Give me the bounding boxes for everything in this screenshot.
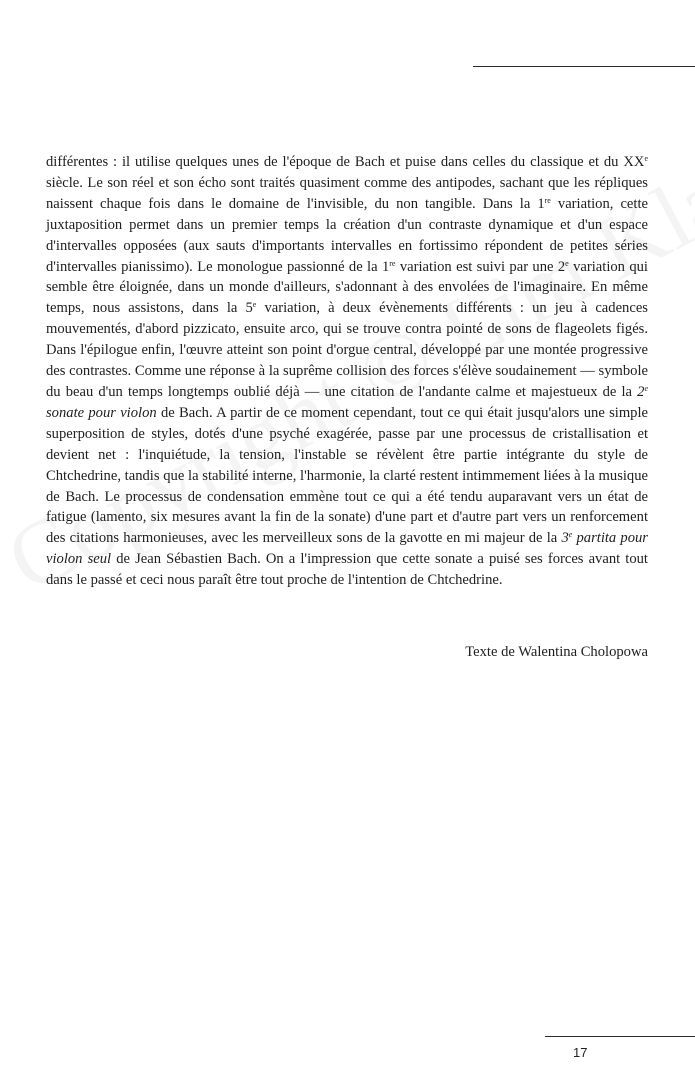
- text-run: de Bach. A partir de ce moment cependant, tout ce qui était jusqu'alors une simple superposition de styles, dotés d'une psyché exagérée, passe par une processus de cristallisation et devient net : l'inquiétude, la tension, l'instable se révèlent être partie intégrante du style de Chtchedrine, tandis que la stabilité interne, l'harmonie, la clarté restent intimmement liées à la musique de Bach. Le processus de condensation emmène tout ce qui a été tendu auparavant vers un état de fatigue (lamento, six mesures avant la fin de la sonate) d'une part et d'autre part vers un renforcement des citations harmonieuses, avec les merveilleux sons de la gavotte en mi majeur de la: [46, 404, 648, 547]
- text-run: variation, à deux évènements différents : un jeu à cadences mouvementés, d'abord pizzicato, ensuite arco, qui se trouve contra pointé de sons de flageolets figés. Dans l'épilogue enfin, l'œuvre atteint son point d'orgue central, développé par une montée progressive des contrastes. Comme une réponse à la suprême collision des forces s'élève soudainement — symbole du beau d'un temps longtemps oublié déjà — une citation de l'andante calme et majestueux de la: [46, 300, 648, 400]
- text-run: variation, cette juxtaposition permet dans un premier temps la création d'un contraste dynamique et d'un espace d'intervalles opposées (aux sauts d'importants intervalles en fortissimo répondent de petites séries d'intervalles pianissimo). Le monologue passionné de la 1: [46, 195, 649, 275]
- ordinal-superscript: re: [544, 195, 551, 205]
- italic-title: sonate pour violon: [46, 404, 157, 421]
- ordinal-superscript: e: [644, 154, 648, 163]
- text-run: variation qui semble être éloignée, dans un monde d'ailleurs, s'adonnant à des envolées de l'imaginaire. En même temps, nous assistons, dans la 5: [46, 258, 648, 317]
- text-run: de Jean Sébastien Bach. On a l'impression que cette sonate a puisé ses forces avant tout dans le passé et ceci nous paraît être tout proche de l'intention de Chtchedrine.: [46, 551, 648, 589]
- ordinal-superscript: e: [644, 383, 648, 393]
- ordinal-superscript: re: [389, 258, 396, 268]
- body-paragraph: [46, 152, 648, 591]
- ordinal-superscript: e: [565, 258, 569, 268]
- italic-title: 2: [637, 383, 645, 400]
- italic-title: 3: [561, 530, 569, 547]
- header-rule: [473, 66, 695, 67]
- page-number: 17: [573, 1045, 588, 1060]
- ordinal-superscript: e: [252, 300, 257, 310]
- text-run: variation est suivi par une 2: [395, 258, 566, 275]
- author-credit: Texte de Walentina Cholopowa: [465, 644, 648, 660]
- text-run: différentes : il utilise quelques unes de l'époque de Bach et puise dans celles du classique et du XX: [46, 154, 645, 170]
- footer-rule: [545, 1036, 695, 1037]
- text-run: siècle. Le son réel et son écho sont traités quasiment comme des antipodes, sachant que les répliques naissent chaque fois dans le domaine de l'invisible, du non tangible. Dans la 1: [46, 174, 648, 212]
- italic-title: partita pour violon seul: [46, 530, 648, 568]
- ordinal-superscript: e: [568, 530, 573, 540]
